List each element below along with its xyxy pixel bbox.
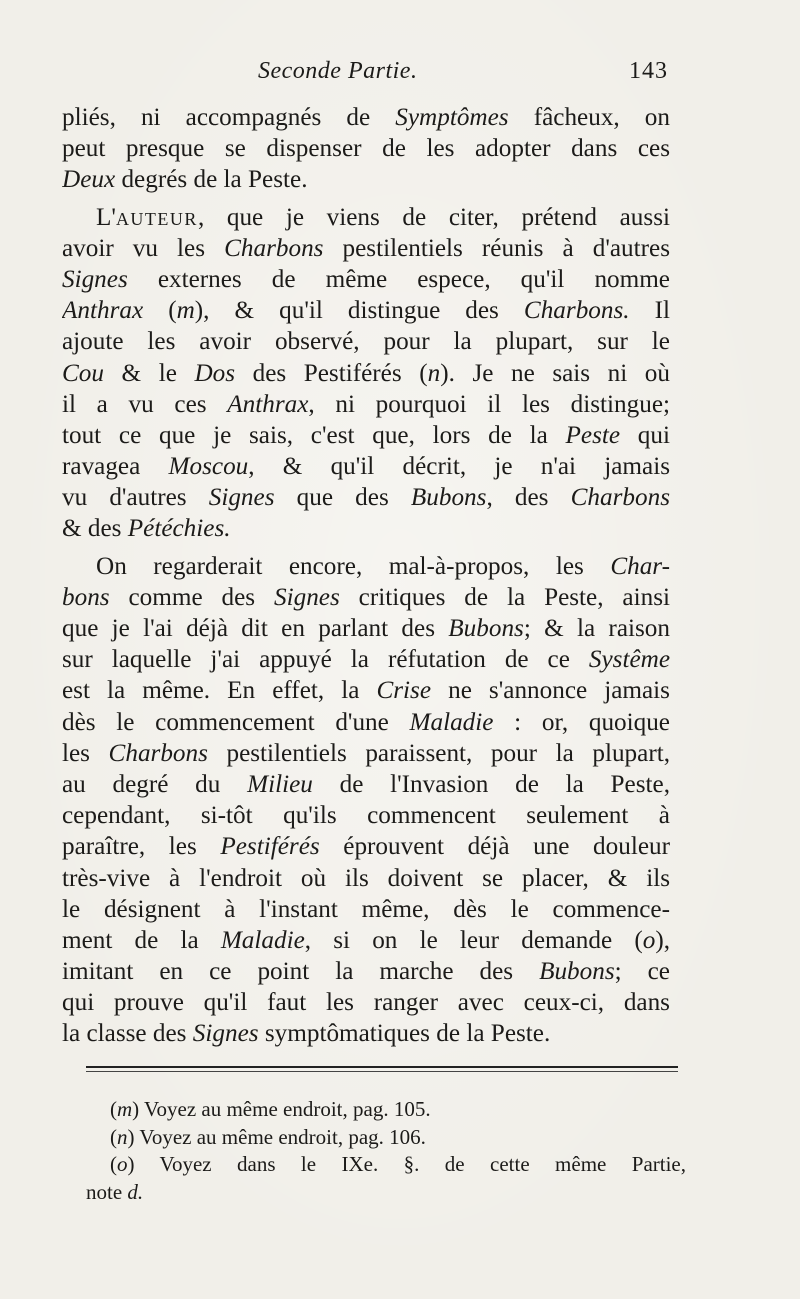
text-line: avoir vu les Charbons pestilentiels réunis à d'autres (62, 234, 670, 262)
text-line: qui prouve qu'il faut les ranger avec ceux-ci, dans (62, 989, 670, 1017)
text-line: le désignent à l'instant même, dès le commence- (62, 895, 670, 923)
text-line: la classe des Signes symptômatiques de la Peste. (62, 1020, 551, 1048)
text-line: dès le commencement d'une Maladie : or, quoique (62, 708, 670, 736)
footnotes (86, 1096, 686, 1206)
text-line: Signes externes de même espece, qu'il nomme (62, 265, 670, 293)
footnote-rule-thin (86, 1071, 678, 1072)
text-line: il a vu ces Anthrax, ni pourquoi il les distingue; (62, 390, 670, 418)
text-line: peut presque se dispenser de les adopter dans ces (62, 135, 670, 163)
text-line: ajoute les avoir observé, pour la plupart, sur le (62, 328, 670, 356)
text-line: ravagea Moscou, & qu'il décrit, je n'ai jamais (62, 453, 670, 481)
text-line: pliés, ni accompagnés de Symptômes fâcheux, on (62, 104, 670, 131)
text-line: au degré du Milieu de l'Invasion de la Peste, (62, 770, 670, 798)
footnote-rule (86, 1066, 678, 1068)
footnote-n: (n) Voyez au même endroit, pag. 106. (110, 1124, 426, 1149)
body-text (62, 102, 670, 1050)
footnote-m: (m) Voyez au même endroit, pag. 105. (110, 1097, 431, 1121)
text-line: Deux degrés de la Peste. (62, 166, 308, 194)
text-line: ment de la Maladie, si on le leur demande (o), (62, 926, 670, 954)
text-line: On regarderait encore, mal-à-propos, les Char- (96, 552, 670, 580)
text-line: les Charbons pestilentiels paraissent, pour la plupart, (62, 739, 670, 767)
text-line: & des Pétéchies. (62, 515, 231, 543)
text-line: bons comme des Signes critiques de la Peste, ainsi (62, 583, 670, 611)
text-line: est la même. En effet, la Crise ne s'annonce jamais (62, 677, 670, 705)
text-line: tout ce que je sais, c'est que, lors de la Peste qui (62, 421, 670, 449)
text-line: que je l'ai déjà dit en parlant des Bubons; & la raison (62, 615, 670, 642)
text-line: sur laquelle j'ai appuyé la réfutation de ce Systême (62, 646, 670, 674)
running-head: Seconde Partie. (258, 58, 418, 84)
text-line: vu d'autres Signes que des Bubons, des Charbons (62, 484, 670, 512)
text-line: Cou & le Dos des Pestiférés (n). Je ne sais ni où (62, 359, 670, 387)
footnote-o: (o) Voyez dans le IXe. §. de cette même Partie, (110, 1152, 686, 1176)
text-line: paraître, les Pestiférés éprouvent déjà une douleur (62, 833, 670, 861)
text-line: cependant, si-tôt qu'ils commencent seulement à (62, 802, 670, 830)
text-line: L'auteur, que je viens de citer, prétend aussi (96, 203, 670, 231)
text-line: imitant en ce point la marche des Bubons; ce (62, 958, 670, 986)
page-number: 143 (629, 58, 668, 84)
text-line: très-vive à l'endroit où ils doivent se placer, & ils (62, 864, 670, 892)
footnote-o-continued: note d. (86, 1179, 144, 1204)
page-header (68, 58, 668, 92)
text-line: Anthrax (m), & qu'il distingue des Charbons. Il (62, 297, 670, 325)
